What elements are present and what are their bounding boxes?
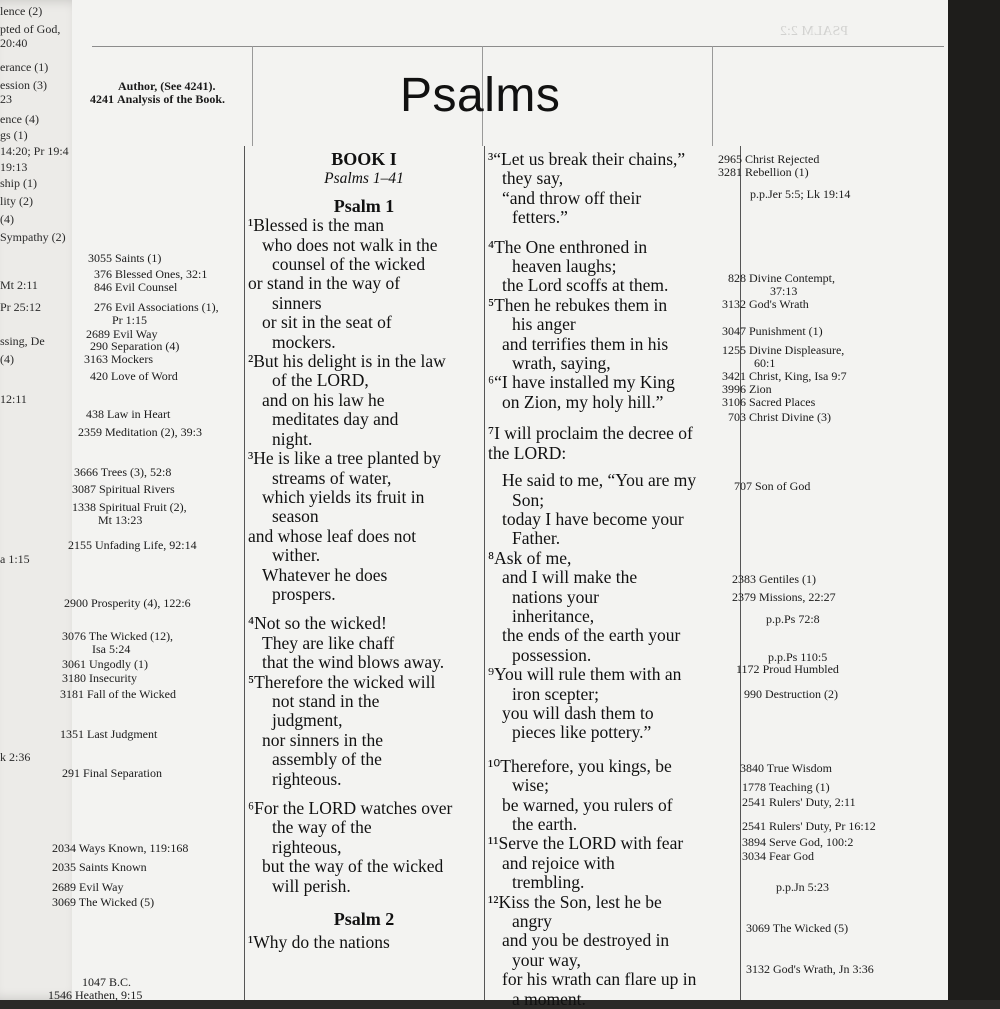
verse-line: or sit in the seat of [262, 312, 392, 333]
verse-line: or stand in the way of [248, 273, 401, 294]
left-page-fragment: lence (2) [0, 4, 43, 18]
verse-line: assembly of the [272, 749, 382, 770]
left-ref-entry: 1338 Spiritual Fruit (2), [72, 500, 187, 514]
left-ref-entry: 2689 Evil Way [52, 880, 124, 894]
verse-line: fetters.” [512, 207, 568, 228]
right-ref-entry: p.p.Ps 110:5 [768, 650, 828, 664]
left-page-fragment: (4) [0, 352, 14, 366]
verse-line: Son; [512, 489, 545, 510]
verse-line: be warned, you rulers of [502, 794, 673, 815]
left-page-fragment: lity (2) [0, 194, 33, 208]
left-ref-entry: 1546 Heathen, 9:15 [48, 988, 143, 1002]
psalm-heading: Psalm 1 [333, 195, 395, 216]
column-rule [244, 146, 245, 1000]
verse-line: wither. [272, 545, 321, 566]
verse-line: today I have become your [502, 508, 684, 529]
column-rule [252, 46, 253, 146]
right-ref-entry: 1255 Divine Displeasure, [722, 343, 845, 357]
right-ref-entry: 3132 God's Wrath [722, 297, 809, 311]
verse-line: ⁸Ask of me, [488, 547, 572, 568]
verse-line: Father. [512, 528, 561, 549]
left-page-fragment: 14:20; Pr 19:4 [0, 144, 69, 158]
left-page-fragment: ence (4) [0, 112, 39, 126]
verse-line: on Zion, my holy hill.” [502, 391, 664, 412]
left-page-fragment: k 2:36 [0, 750, 31, 764]
right-ref-entry: 1778 Teaching (1) [742, 780, 830, 794]
left-ref-entry: 3181 Fall of the Wicked [60, 687, 176, 701]
verse-line: ⁹You will rule them with an [488, 664, 682, 685]
left-page-fragment: a 1:15 [0, 552, 30, 566]
verse-line: that the wind blows away. [262, 652, 445, 673]
book-heading: BOOK I [331, 149, 397, 169]
right-ref-entry: 3047 Punishment (1) [722, 324, 823, 338]
right-ref-entry: 703 Christ Divine (3) [728, 410, 831, 424]
left-ref-entry: 290 Separation (4) [90, 339, 180, 353]
left-ref-entry: 4241 Analysis of the Book. [90, 92, 226, 106]
left-ref-entry: 3180 Insecurity [62, 671, 137, 685]
book-title: Psalms [400, 69, 561, 122]
scripture-column-1 [248, 146, 480, 953]
column-rule [712, 46, 713, 146]
verse-line: but the way of the wicked [262, 856, 444, 877]
verse-line: the earth. [512, 814, 578, 834]
verse-line: nor sinners in the [262, 729, 384, 750]
header-rule [92, 46, 944, 47]
left-ref-entry: 420 Love of Word [90, 369, 178, 383]
left-page-fragment: 12:11 [0, 392, 27, 406]
left-page-fragment: Pr 25:12 [0, 300, 42, 314]
left-ref-entry: 276 Evil Associations (1), [94, 300, 219, 314]
verse-line: iron scepter; [512, 683, 599, 704]
left-page-fragment: 23 [0, 92, 12, 106]
verse-line: He said to me, “You are my [502, 470, 697, 491]
verse-line: you will dash them to [502, 702, 654, 723]
verse-line: sinners [272, 292, 322, 313]
verse-line: the way of the [272, 817, 372, 838]
verse-line: ¹¹Serve the LORD with fear [488, 833, 684, 854]
verse-line: and on his law he [262, 389, 385, 410]
verse-line: heaven laughs; [512, 256, 617, 277]
left-ref-entry: Mt 13:23 [98, 513, 143, 527]
left-ref-entry: 376 Blessed Ones, 32:1 [94, 267, 208, 281]
verse-line: wise; [512, 775, 549, 796]
right-ref-entry: 1172 Proud Humbled [736, 662, 839, 676]
left-ref-author: Author, (See 4241). [118, 79, 216, 93]
verse-line: of the LORD, [272, 370, 369, 391]
verse-line: the ends of the earth your [502, 625, 681, 646]
right-ref-entry: 3840 True Wisdom [740, 761, 832, 775]
verse-line: and terrifies them in his [502, 333, 669, 354]
right-ref-entry: 2541 Rulers' Duty, Pr 16:12 [742, 819, 876, 833]
left-ref-entry: 3055 Saints (1) [88, 251, 162, 265]
verse-line: meditates day and [272, 409, 399, 430]
verse-line: They are like chaff [262, 632, 395, 653]
right-ref-entry: 3132 God's Wrath, Jn 3:36 [746, 962, 874, 976]
left-ref-entry: 3163 Mockers [84, 352, 153, 366]
running-head: PSALM 2:2 [780, 24, 849, 39]
verse-line: ⁵Then he rebukes them in [488, 294, 668, 315]
left-ref-entry: 846 Evil Counsel [94, 280, 178, 294]
verse-line: the Lord scoffs at them. [502, 275, 669, 296]
verse-line: and I will make the [502, 567, 638, 588]
verse-line: and you be destroyed in [502, 930, 670, 951]
left-ref-entry: 291 Final Separation [62, 766, 162, 780]
verse-line: ¹Blessed is the man [248, 215, 384, 236]
left-page-fragment: 20:40 [0, 36, 28, 50]
verse-line: who does not walk in the [262, 234, 438, 255]
right-ref-entry: 3106 Sacred Places [722, 395, 816, 409]
verse-line: wrath, saying, [512, 353, 611, 374]
verse-line: night. [272, 428, 313, 449]
verse-line: judgment, [272, 710, 343, 731]
verse-line: they say, [502, 168, 564, 189]
verse-line: inheritance, [512, 605, 595, 626]
left-ref-entry: Isa 5:24 [92, 642, 131, 656]
right-ref-entry: 2383 Gentiles (1) [732, 572, 816, 586]
verse-line: ⁴The One enthroned in [488, 236, 648, 257]
right-ref-entry: 3894 Serve God, 100:2 [742, 835, 854, 849]
left-page-fragment: (4) [0, 212, 14, 226]
left-page-fragment: ship (1) [0, 176, 37, 190]
left-ref-entry: 2034 Ways Known, 119:168 [52, 841, 189, 855]
right-ref-entry: 37:13 [770, 284, 798, 298]
verse-line: ³He is like a tree planted by [248, 448, 441, 469]
right-ref-entry: 2541 Rulers' Duty, 2:11 [742, 795, 856, 809]
right-ref-entry: 828 Divine Contempt, [728, 271, 835, 285]
verse-line: righteous. [272, 768, 342, 789]
verse-line: his anger [512, 314, 576, 335]
verse-line: will perish. [272, 875, 351, 896]
verse-line: nations your [512, 586, 600, 607]
verse-line: mockers. [272, 331, 336, 352]
verse-line: ²But his delight is in the law [248, 351, 446, 372]
left-ref-entry: 2689 Evil Way [86, 327, 158, 341]
verse-line: and whose leaf does not [248, 525, 417, 546]
verse-line: ³“Let us break their chains,” [488, 149, 686, 169]
verse-line: ¹Why do the nations [248, 932, 390, 953]
verse-line: ⁷I will proclaim the decree of [488, 423, 693, 444]
verse-line: counsel of the wicked [272, 254, 426, 275]
psalm-heading: Psalm 2 [333, 909, 395, 930]
left-page-fragment: 19:13 [0, 160, 28, 174]
left-page-fragment: ession (3) [0, 78, 47, 92]
verse-line: “and throw off their [502, 187, 642, 208]
verse-line: ¹²Kiss the Son, lest he be [488, 891, 662, 912]
verse-line: righteous, [272, 836, 342, 857]
left-ref-entry: 3087 Spiritual Rivers [72, 482, 175, 496]
verse-line: ⁴Not so the wicked! [248, 613, 387, 634]
verse-line: ⁶“I have installed my King [488, 372, 675, 393]
left-ref-entry: Pr 1:15 [112, 313, 148, 327]
scripture-column-2 [488, 150, 738, 1009]
verse-line: ⁵Therefore the wicked will [248, 671, 436, 692]
left-page-fragment: erance (1) [0, 60, 49, 74]
right-ref-entry: 707 Son of God [734, 479, 811, 493]
book-range: Psalms 1–41 [324, 170, 404, 188]
verse-line: a moment. [512, 988, 586, 1009]
left-ref-entry: 3061 Ungodly (1) [62, 657, 148, 671]
right-ref-entry: 3034 Fear God [742, 849, 814, 863]
left-page-fragment: ssing, De [0, 334, 45, 348]
right-ref-entry: 3996 Zion [722, 382, 772, 396]
verse-line: and rejoice with [502, 852, 615, 873]
verse-line: ⁶For the LORD watches over [248, 798, 453, 818]
verse-line: pieces like pottery.” [512, 722, 652, 743]
verse-line: trembling. [512, 872, 585, 893]
verse-line: which yields its fruit in [262, 486, 425, 507]
right-ref-entry: p.p.Jer 5:5; Lk 19:14 [750, 187, 851, 201]
left-page-fragment: pted of God, [0, 22, 61, 36]
verse-line: the LORD: [488, 442, 567, 463]
verse-line: for his wrath can flare up in [502, 969, 697, 990]
right-ref-entry: 2965 Christ Rejected [718, 152, 820, 166]
verse-line: Whatever he does [262, 564, 388, 585]
left-ref-entry: 3666 Trees (3), 52:8 [74, 465, 172, 479]
right-ref-entry: 2379 Missions, 22:27 [732, 590, 836, 604]
right-ref-entry: 60:1 [754, 356, 776, 370]
right-ref-entry: 990 Destruction (2) [744, 687, 838, 701]
right-ref-entry: p.p.Ps 72:8 [766, 612, 820, 626]
column-rule [484, 146, 485, 1000]
left-ref-entry: 2900 Prosperity (4), 122:6 [64, 596, 191, 610]
left-ref-entry: 1351 Last Judgment [60, 727, 158, 741]
right-ref-entry: p.p.Jn 5:23 [776, 880, 830, 894]
left-ref-entry: 3076 The Wicked (12), [62, 629, 174, 643]
left-ref-entry: 3069 The Wicked (5) [52, 895, 155, 909]
left-ref-entry: 2035 Saints Known [52, 860, 147, 874]
left-ref-entry: 438 Law in Heart [86, 407, 171, 421]
verse-line: prospers. [272, 583, 336, 604]
verse-line: ¹⁰Therefore, you kings, be [488, 755, 672, 776]
verse-line: season [272, 506, 319, 527]
right-ref-entry: 3069 The Wicked (5) [746, 921, 849, 935]
left-ref-entry: 2155 Unfading Life, 92:14 [68, 538, 197, 552]
book-cover-edge [948, 0, 1000, 1000]
verse-line: not stand in the [272, 690, 380, 711]
verse-line: angry [512, 911, 552, 932]
verse-line: streams of water, [272, 467, 392, 488]
verse-line: possession. [512, 644, 592, 665]
left-ref-entry: 1047 B.C. [82, 975, 132, 989]
left-page-fragment: Mt 2:11 [0, 278, 38, 292]
verse-line: your way, [512, 949, 581, 970]
right-ref-entry: 3421 Christ, King, Isa 9:7 [722, 369, 847, 383]
left-ref-entry: 2359 Meditation (2), 39:3 [78, 425, 202, 439]
left-page-fragment: Sympathy (2) [0, 230, 66, 244]
left-page-fragment: gs (1) [0, 128, 28, 142]
right-ref-entry: 3281 Rebellion (1) [718, 165, 809, 179]
